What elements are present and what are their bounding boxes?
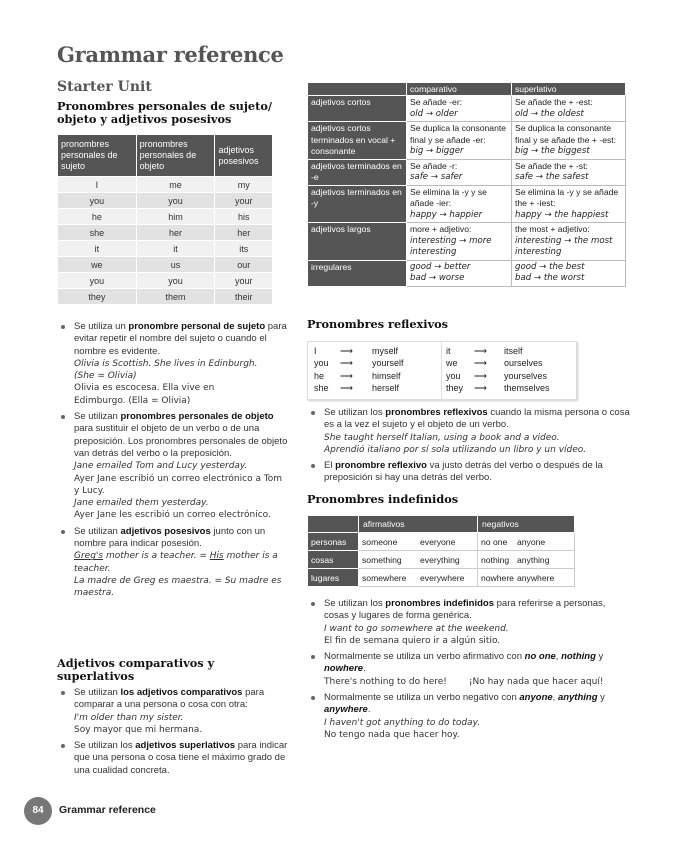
superlative-cell: [512, 159, 626, 185]
reflexive-form: yourself: [372, 358, 404, 369]
reflexive-form: themselves: [504, 383, 550, 394]
rule: the most + adjetivo:: [515, 224, 590, 234]
comparative-rules-list: [57, 687, 289, 781]
example-en: I haven't got anything to do today.: [324, 717, 481, 728]
pronoun: anyone: [517, 536, 546, 547]
text: para evitar repetir el nombre del sujeto o cuando el nombre es evidente.: [74, 321, 287, 357]
pronoun: no one: [481, 536, 508, 547]
pronoun: you: [446, 370, 461, 381]
negative-cell: [478, 551, 575, 569]
row-header: adjetivos largos: [308, 223, 407, 261]
table-row: [308, 551, 575, 569]
pronoun-rules-list: [57, 321, 289, 604]
rule: Se duplica la consonante final y se añade -er:: [410, 123, 507, 145]
bold-term: pronombres personales de objeto: [120, 411, 274, 423]
table-row: [308, 533, 575, 551]
italic-term: anywhere: [324, 704, 368, 716]
example-es: La madre de Greg es maestra. = Su madre es maestra.: [74, 575, 282, 599]
superlative-cell: [512, 185, 626, 223]
comparative-cell: [407, 260, 512, 286]
example-en: Olivia is Scottish. She lives in Edinburgh.: [74, 358, 258, 369]
table-row: [58, 257, 273, 273]
table-cell: we: [58, 257, 137, 273]
example-en: There's nothing to do here!: [324, 676, 447, 687]
pronoun: anywhere: [517, 572, 555, 583]
row-header: adjetivos cortos terminados en vocal + consonante: [308, 122, 407, 160]
text: para indicar que una persona o cosa tiene el máximo grado de una cualidad concreta.: [74, 740, 288, 776]
example: good → the best: [515, 261, 585, 272]
pronoun: they: [446, 383, 464, 394]
affirmative-cell: [359, 569, 478, 587]
table-cell: our: [215, 257, 273, 273]
table-row: [58, 193, 273, 209]
page-title: Grammar reference: [57, 42, 284, 67]
example: safe → the safest: [515, 172, 589, 182]
text: cuando la misma persona o cosa es a la vez el sujeto y el objeto de un verbo.: [324, 407, 630, 431]
example-en: I want to go somewhere at the weekend.: [324, 623, 509, 634]
example-es: Ayer Jane les escribió un correo electrónico.: [74, 510, 271, 521]
superlative-cell: [512, 122, 626, 160]
rule: Se elimina la -y y se añade the + -iest:: [515, 186, 619, 208]
pronoun: it: [446, 346, 451, 356]
example-line: [324, 676, 632, 688]
list-item: [57, 687, 289, 736]
text: mother is a teacher.: [74, 551, 278, 574]
table-cell: your: [215, 273, 273, 289]
heading-reflexive: Pronombres reflexivos: [307, 317, 449, 331]
superlative-cell: [512, 223, 626, 261]
list-item: [307, 460, 632, 485]
example-es: Soy mayor que mi hermana.: [74, 724, 203, 735]
pronoun-table: [57, 134, 273, 305]
example: old → older: [410, 108, 458, 119]
pronoun: nowhere: [481, 572, 514, 583]
page-number: 84: [24, 797, 52, 825]
list-item: [307, 407, 632, 456]
pronoun: someone: [362, 536, 398, 547]
rule: Se añade the + -est:: [515, 97, 593, 107]
table-cell: him: [136, 209, 215, 225]
indefinite-table: [307, 515, 575, 587]
table-cell: them: [136, 289, 215, 305]
italic-term: nowhere: [324, 663, 364, 675]
italic-term: anything: [557, 692, 598, 704]
text: Se utilizan: [74, 525, 121, 537]
table-header: adjetivos posesivos: [215, 135, 273, 177]
footer-label: Grammar reference: [59, 804, 156, 816]
reflexive-rules-list: [307, 407, 632, 489]
table-row: [308, 260, 626, 286]
underlined-word: His: [209, 551, 224, 562]
reflexive-form: itself: [504, 346, 523, 356]
text: .: [363, 663, 366, 675]
example: interesting → the most interesting: [515, 235, 613, 257]
table-cell: it: [136, 241, 215, 257]
table-row: [58, 289, 273, 305]
example: happy → the happiest: [515, 209, 609, 220]
arrow-icon: ⟶: [340, 346, 353, 356]
bold-term: pronombre reflexivo: [335, 460, 427, 472]
table-cell: you: [58, 273, 137, 289]
text: ,: [552, 692, 558, 704]
example-en: Jane emailed them yesterday.: [74, 498, 209, 509]
example: good → better: [410, 261, 471, 272]
arrow-icon: ⟶: [340, 358, 353, 369]
table-cell: her: [136, 225, 215, 241]
table-cell: I: [58, 177, 137, 193]
text: para sustituir el objeto de un verbo o de una preposición. Los pronombres personales de objeto van detrás del verbo o la preposición.: [74, 423, 288, 459]
pronoun: nothing: [481, 554, 510, 565]
row-header: cosas: [308, 551, 359, 569]
reflexive-form: yourselves: [504, 370, 548, 381]
pronoun: anything: [517, 554, 550, 565]
example: big → the biggest: [515, 146, 590, 156]
pronoun: somewhere: [362, 572, 407, 583]
table-cell: your: [215, 193, 273, 209]
reflexive-col-2: [446, 345, 550, 395]
bold-term: pronombres reflexivos: [385, 407, 488, 418]
list-item: [57, 411, 289, 522]
bold-term: pronombres indefinidos: [385, 598, 494, 609]
example-en: [74, 550, 289, 575]
underlined-word: Greg's: [74, 551, 104, 562]
table-row: [58, 273, 273, 289]
bold-term: adjetivos superlativos: [135, 740, 236, 752]
superlative-cell: [512, 96, 626, 122]
comparative-cell: [407, 223, 512, 261]
text: mother is a teacher. =: [103, 551, 210, 562]
reflexive-box: [307, 341, 577, 400]
pronoun: everything: [420, 554, 460, 565]
table-header: afirmativos: [359, 516, 478, 533]
arrow-icon: ⟶: [340, 370, 353, 381]
table-row: [58, 241, 273, 257]
pronoun: we: [446, 358, 458, 369]
comparative-cell: [407, 96, 512, 122]
row-header: irregulares: [308, 260, 407, 286]
example: bad → the worst: [515, 273, 585, 283]
table-cell: her: [215, 225, 273, 241]
affirmative-cell: [359, 551, 478, 569]
table-header: superlativo: [512, 83, 626, 96]
text: Se utilizan: [74, 687, 121, 698]
text: Se utilizan los: [324, 598, 386, 609]
example-es: El fin de semana quiero ir a algún sitio.: [324, 635, 501, 646]
pronoun: she: [314, 383, 329, 394]
text: para comparar a una persona o cosa con otra:: [74, 687, 265, 711]
reflexive-row: [314, 357, 404, 369]
table-header: pronombres personales de objeto: [136, 135, 215, 177]
reflexive-row: [314, 370, 404, 382]
table-row: [308, 185, 626, 223]
table-cell: they: [58, 289, 137, 305]
table-row: [308, 122, 626, 160]
example: big → bigger: [410, 146, 464, 156]
arrow-icon: ⟶: [474, 346, 487, 356]
text: va justo detrás del verbo o después de la preposición si hay una detrás del verbo.: [324, 460, 603, 484]
rule: Se duplica la consonante final y se añade the + -est:: [515, 123, 617, 145]
table-row: [58, 225, 273, 241]
comparative-table: [307, 82, 626, 287]
table-cell: us: [136, 257, 215, 273]
reflexive-form: herself: [372, 383, 400, 394]
reflexive-row: [314, 382, 404, 394]
table-cell: he: [58, 209, 137, 225]
table-row: [308, 159, 626, 185]
heading-personal-pronouns: Pronombres personales de sujeto/ objeto y adjetivos posesivos: [57, 99, 272, 126]
example-en: She taught herself Italian, using a book and a video.: [324, 432, 560, 443]
text: ,: [555, 651, 562, 663]
example-es: ¡No hay nada que hacer aquí!: [468, 676, 604, 687]
table-row: [308, 223, 626, 261]
superlative-cell: [512, 260, 626, 286]
table-header: pronombres personales de sujeto: [58, 135, 137, 177]
table-cell: she: [58, 225, 137, 241]
reflexive-form: ourselves: [504, 358, 543, 369]
bold-term: pronombre personal de sujeto: [128, 321, 266, 332]
example-en: I'm older than my sister.: [74, 712, 184, 723]
italic-term: anyone: [519, 692, 553, 704]
text: Se utilizan: [74, 411, 121, 423]
heading-comparatives: Adjetivos comparativos y superlativos: [57, 656, 215, 683]
list-item: [307, 651, 632, 688]
table-cell: his: [215, 209, 273, 225]
rule: Se elimina la -y y se añade -ier:: [410, 186, 487, 208]
indefinite-rules-list: [307, 598, 632, 745]
list-item: [57, 321, 289, 407]
rule: Se añade -er:: [410, 97, 463, 107]
table-row: [58, 209, 273, 225]
arrow-icon: ⟶: [474, 358, 487, 369]
text: El: [324, 460, 336, 472]
table-row: [308, 96, 626, 122]
table-cell: its: [215, 241, 273, 257]
negative-cell: [478, 533, 575, 551]
pronoun: you: [314, 358, 329, 369]
example-en: Jane emailed Tom and Lucy yesterday.: [74, 461, 248, 472]
text: y: [595, 651, 604, 663]
table-header: comparativo: [407, 83, 512, 96]
text: y: [597, 692, 605, 704]
pronoun: something: [362, 554, 402, 565]
table-row: [308, 569, 575, 587]
heading-indefinite: Pronombres indefinidos: [307, 492, 459, 506]
reflexive-row: [446, 382, 550, 394]
rule: Se añade the + -st:: [515, 160, 588, 171]
pronoun: he: [314, 370, 325, 381]
rule: Se añade -r:: [410, 160, 458, 171]
comparative-cell: [407, 159, 512, 185]
table-cell: me: [136, 177, 215, 193]
example-es: No tengo nada que hacer hoy.: [324, 729, 460, 740]
comparative-cell: [407, 185, 512, 223]
list-item: [307, 598, 632, 647]
row-header: adjetivos terminados en -y: [308, 185, 407, 223]
text: Se utilizan los: [324, 407, 386, 418]
comparative-cell: [407, 122, 512, 160]
arrow-icon: ⟶: [340, 383, 353, 394]
table-cell: you: [136, 273, 215, 289]
divider: [441, 342, 442, 399]
text: para referirse a personas, cosas y lugares de forma genérica.: [324, 598, 606, 622]
negative-cell: [478, 569, 575, 587]
table-cell: you: [58, 193, 137, 209]
reflexive-form: himself: [372, 370, 401, 381]
list-item: [57, 740, 289, 777]
example-es: Aprendió italiano por sí sola utilizando un libro y un vídeo.: [324, 444, 587, 455]
table-cell: their: [215, 289, 273, 305]
example: old → the oldest: [515, 108, 584, 119]
affirmative-cell: [359, 533, 478, 551]
table-cell: you: [136, 193, 215, 209]
bold-term: los adjetivos comparativos: [120, 687, 243, 698]
reflexive-row: [314, 345, 404, 357]
reflexive-col-1: [314, 345, 404, 395]
text: .: [367, 704, 371, 716]
example-es: Edimburgo. (Ella = Olivia): [74, 395, 191, 406]
example: safe → safer: [410, 172, 463, 182]
reflexive-form: myself: [372, 346, 399, 356]
reflexive-row: [446, 357, 550, 369]
arrow-icon: ⟶: [474, 370, 487, 381]
table-header: [308, 83, 407, 96]
text: Se utiliza un: [74, 321, 129, 332]
text: Normalmente se utiliza un verbo afirmativo con: [324, 651, 525, 663]
pronoun: everywhere: [420, 572, 465, 583]
row-header: adjetivos cortos: [308, 96, 407, 122]
example: happy → happier: [410, 209, 483, 220]
row-header: adjetivos terminados en -e: [308, 159, 407, 185]
table-row: [58, 177, 273, 193]
row-header: personas: [308, 533, 359, 551]
arrow-icon: ⟶: [474, 383, 487, 394]
italic-term: no one: [524, 651, 556, 663]
example-es: Olivia es escocesa. Ella vive en: [74, 383, 215, 394]
table-header: [308, 516, 359, 533]
rule: more + adjetivo:: [410, 224, 472, 234]
row-header: lugares: [308, 569, 359, 587]
reflexive-row: [446, 370, 550, 382]
table-header: negativos: [478, 516, 575, 533]
example: bad → worse: [410, 273, 465, 283]
text: Normalmente se utiliza un verbo negativo con: [324, 692, 520, 704]
pronoun: everyone: [420, 536, 456, 547]
reflexive-row: [446, 345, 550, 357]
pronoun: I: [314, 346, 317, 356]
text: Se utilizan los: [74, 740, 136, 752]
text: junto con un nombre para indicar posesión.: [74, 525, 266, 550]
list-item: [57, 526, 289, 600]
example: interesting → more interesting: [410, 235, 492, 257]
table-cell: it: [58, 241, 137, 257]
example-en: (She = Olivia): [74, 371, 137, 382]
example-es: Ayer Jane escribió un correo electrónico a Tom y Lucy.: [74, 473, 283, 496]
unit-title: Starter Unit: [57, 79, 152, 95]
table-cell: my: [215, 177, 273, 193]
list-item: [307, 692, 632, 741]
bold-term: adjetivos posesivos: [120, 525, 211, 537]
italic-term: nothing: [561, 651, 596, 663]
